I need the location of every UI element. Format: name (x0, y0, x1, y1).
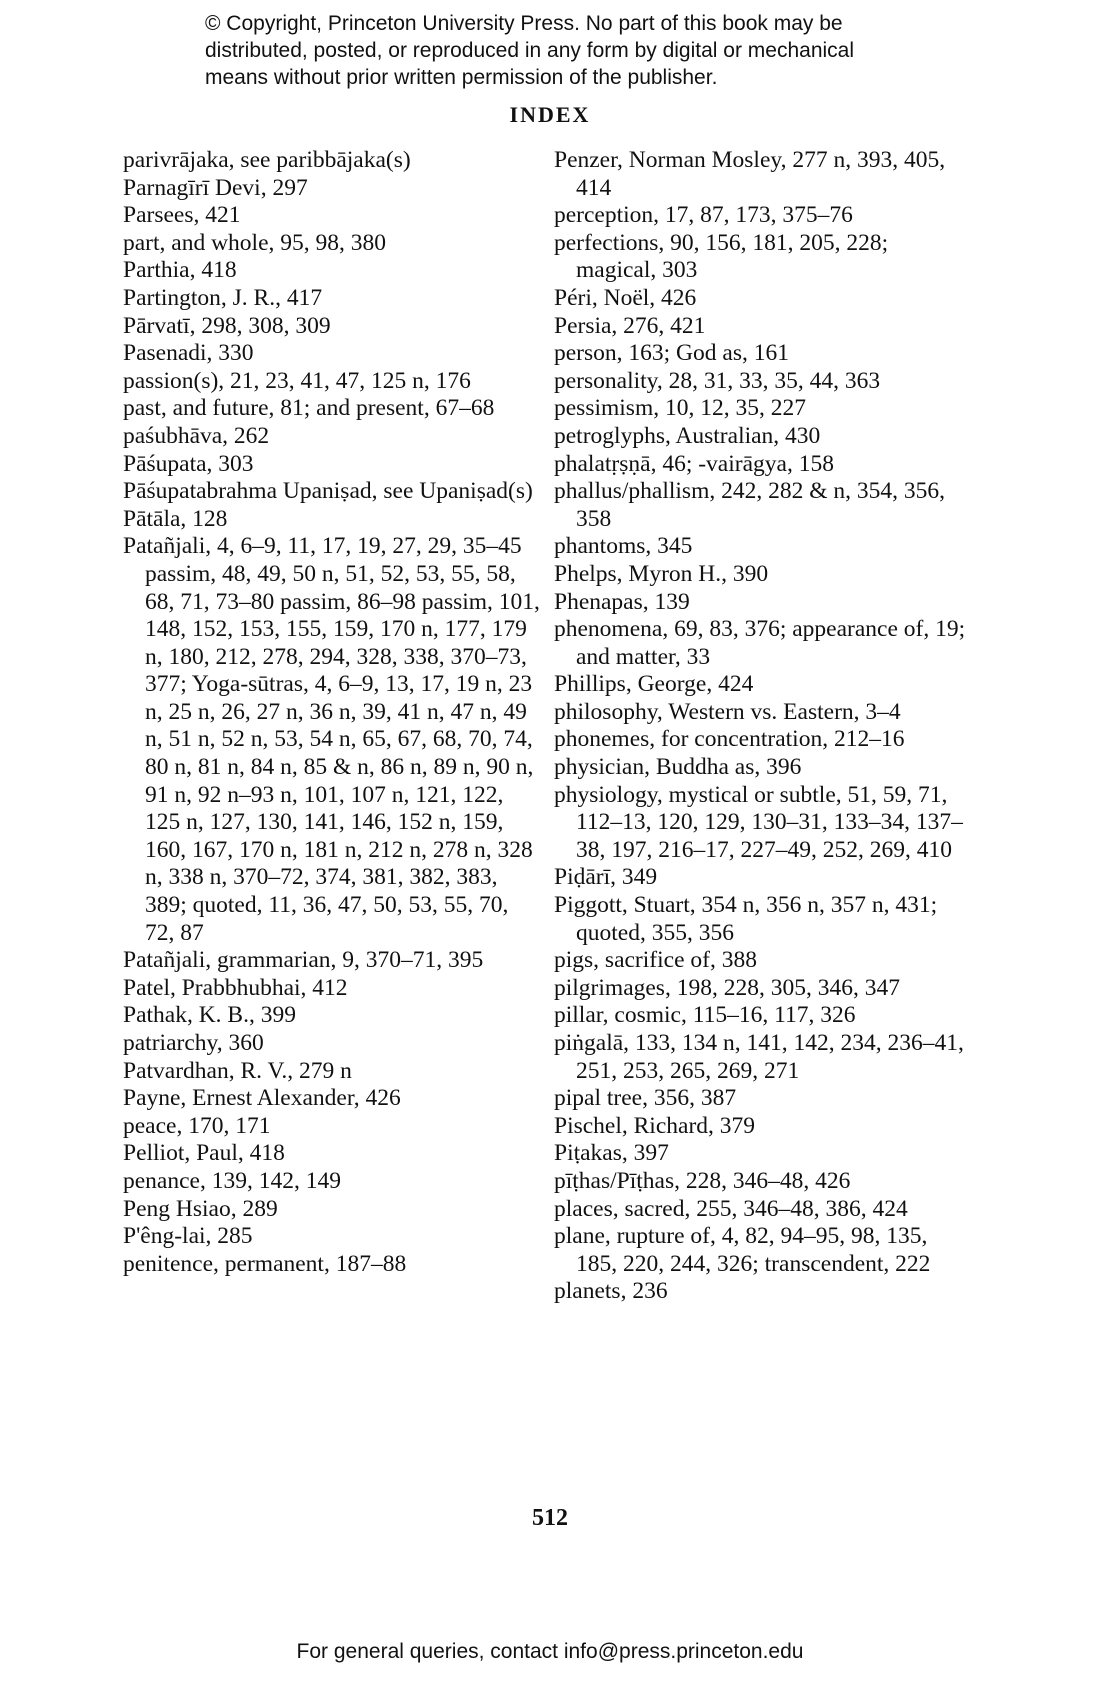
index-entry: phalatṛṣṇā, 46; -vairāgya, 158 (554, 450, 834, 477)
index-entry: planets, 236 (554, 1278, 668, 1305)
index-entry: philosophy, Western vs. Eastern, 3–4 (554, 698, 901, 725)
index-entry: perfections, 90, 156, 181, 205, 228; magical, 303 (554, 229, 889, 284)
index-entry: petroglyphs, Australian, 430 (554, 422, 821, 449)
index-entry: parivrājaka, see paribbājaka(s) (123, 147, 411, 173)
page-title: INDEX (509, 102, 591, 127)
index-entry: phallus/phallism, 242, 282 & n, 354, 356, 358 (554, 478, 946, 532)
index-entry: Phelps, Myron H., 390 (554, 560, 769, 587)
index-entry: Pātāla, 128 (123, 505, 228, 532)
index-entry: peace, 170, 171 (123, 1112, 271, 1139)
index-entry: penance, 139, 142, 149 (123, 1167, 341, 1194)
index-entry: piṅgalā, 133, 134 n, 141, 142, 234, 236–41, 251, 253, 265, 269, 271 (554, 1030, 964, 1084)
index-entry: Payne, Ernest Alexander, 426 (123, 1085, 401, 1112)
index-entry: Pathak, K. B., 399 (123, 1002, 296, 1029)
index-entry: Pārvatī, 298, 308, 309 (123, 312, 331, 339)
index-entry: Penzer, Norman Mosley, 277 n, 393, 405, 414 (554, 147, 946, 201)
index-entry: phantoms, 345 (554, 533, 693, 560)
index-entry: Pasenadi, 330 (123, 340, 254, 367)
index-entry: Parnagīrī Devi, 297 (123, 174, 308, 201)
index-entry: pilgrimages, 198, 228, 305, 346, 347 (554, 974, 900, 1001)
index-entry: Pāśupatabrahma Upaniṣad, see Upaniṣad(s) (123, 478, 533, 505)
index-entry: pigs, sacrifice of, 388 (554, 947, 757, 974)
index-entry: Piggott, Stuart, 354 n, 356 n, 357 n, 431; quoted, 355, 356 (554, 892, 938, 946)
index-entry: physician, Buddha as, 396 (554, 754, 802, 781)
index-entry: person, 163; God as, 161 (554, 340, 789, 367)
index-entry: P'êng-lai, 285 (123, 1223, 253, 1250)
index-entry: penitence, permanent, 187–88 (123, 1250, 407, 1277)
copyright-line: distributed, posted, or reproduced in any form by digital or mechanical (205, 39, 855, 62)
copyright-notice (205, 10, 965, 91)
index-entry: Peng Hsiao, 289 (123, 1195, 278, 1222)
index-entry: Patvardhan, R. V., 279 n (123, 1057, 352, 1084)
index-entry: Pelliot, Paul, 418 (123, 1140, 285, 1167)
index-entry: pīṭhas/Pīṭhas, 228, 346–48, 426 (554, 1167, 851, 1194)
index-entry: perception, 17, 87, 173, 375–76 (554, 202, 853, 229)
index-entry: Piḍārī, 349 (554, 864, 658, 891)
index-entry: Patañjali, 4, 6–9, 11, 17, 19, 27, 29, 35–45 passim, 48, 49, 50 n, 51, 52, 53, 55, 58, 68, 71, 73–80 passim, 86–98 passim, 101, 148, 152, 153, 155, 159, 170 n, 177, 179 n, 180, 212, 278, 294, 328, 338, 370–73, 377; Yoga-sūtras, 4, 6–9, 13, 17, 19 n, 23 n, 25 n, 26, 27 n, 36 n, 39, 41 n, 47 n, 49 n, 51 n, 52 n, 53, 54 n, 65, 67, 68, 70, 74, 80 n, 81 n, 84 n, 85 & n, 86 n, 89 n, 90 n, 91 n, 92 n–93 n, 101, 107 n, 121, 122, 125 n, 127, 130, 141, 146, 152 n, 159, 160, 167, 170 n, 181 n, 212 n, 278 n, 328 n, 338 n, 370–72, 374, 381, 382, 383, 389; quoted, 11, 36, 47, 50, 53, 55, 70, 72, 87 (123, 533, 540, 946)
copyright-line: © Copyright, Princeton University Press. No part of this book may be (205, 12, 843, 35)
index-entry: Parsees, 421 (123, 202, 241, 229)
index-entry: past, and future, 81; and present, 67–68 (123, 395, 495, 422)
index-entry: patriarchy, 360 (123, 1030, 264, 1056)
index-entry: paśubhāva, 262 (123, 422, 270, 449)
index-entry: Phenapas, 139 (554, 588, 690, 615)
index-entry: phonemes, for concentration, 212–16 (554, 726, 905, 753)
index-column-left (123, 147, 543, 1278)
index-entry: part, and whole, 95, 98, 380 (123, 229, 387, 256)
index-entry: Pischel, Richard, 379 (554, 1112, 756, 1139)
index-entry: pipal tree, 356, 387 (554, 1085, 737, 1112)
index-column-right (554, 147, 974, 1306)
index-entry: phenomena, 69, 83, 376; appearance of, 19; and matter, 33 (554, 616, 966, 670)
index-entry: physiology, mystical or subtle, 51, 59, 71, 112–13, 120, 129, 130–31, 133–34, 137–38, 197, 216–17, 227–49, 252, 269, 410 (554, 781, 963, 863)
index-entry: pillar, cosmic, 115–16, 117, 326 (554, 1002, 856, 1029)
index-entry: Piṭakas, 397 (554, 1140, 669, 1167)
footer-contact: For general queries, contact info@press.princeton.edu (296, 1640, 804, 1663)
page-number: 512 (532, 1505, 568, 1531)
index-entry: Patañjali, grammarian, 9, 370–71, 395 (123, 947, 484, 974)
index-entry: Phillips, George, 424 (554, 671, 754, 698)
index-entry: pessimism, 10, 12, 35, 227 (554, 395, 806, 422)
index-entry: places, sacred, 255, 346–48, 386, 424 (554, 1195, 908, 1222)
index-entry: personality, 28, 31, 33, 35, 44, 363 (554, 367, 881, 394)
index-entry: Partington, J. R., 417 (123, 284, 323, 311)
index-entry: Patel, Prabbhubhai, 412 (123, 974, 348, 1001)
index-entry: Pāśupata, 303 (123, 450, 254, 477)
index-entry: Parthia, 418 (123, 257, 237, 284)
index-entry: passion(s), 21, 23, 41, 47, 125 n, 176 (123, 367, 471, 394)
index-entry: Persia, 276, 421 (554, 312, 706, 339)
copyright-line: means without prior written permission of the publisher. (205, 66, 718, 89)
index-entry: plane, rupture of, 4, 82, 94–95, 98, 135, 185, 220, 244, 326; transcendent, 222 (554, 1223, 931, 1277)
index-entry: Péri, Noël, 426 (554, 284, 697, 311)
